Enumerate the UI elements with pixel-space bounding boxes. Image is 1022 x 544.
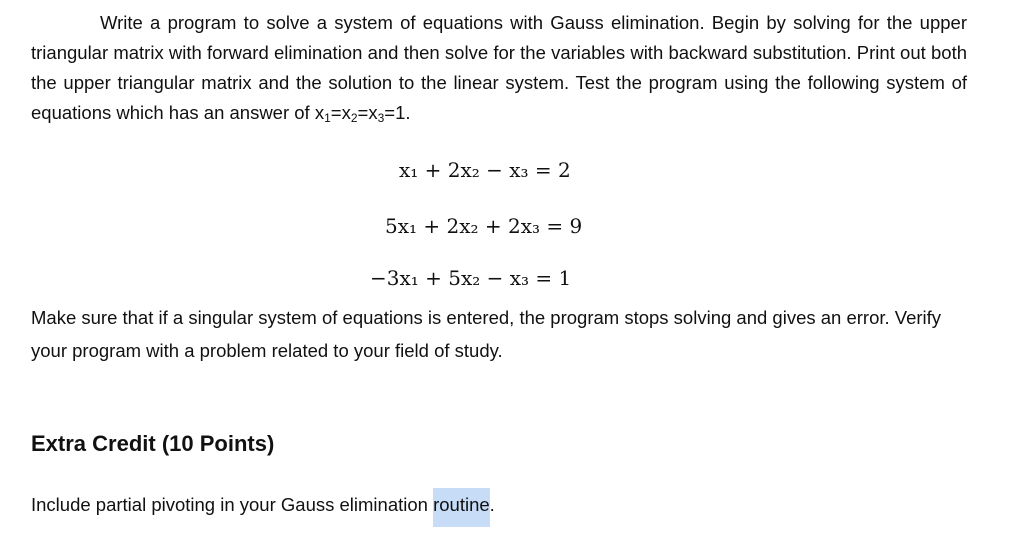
extra-credit-paragraph bbox=[31, 490, 495, 520]
subscript-2: 2 bbox=[350, 111, 358, 125]
equation-3-rhs: = 1 bbox=[535, 266, 572, 290]
intro-paragraph bbox=[31, 8, 967, 128]
answer-end: =1. bbox=[384, 102, 411, 123]
selected-word[interactable]: routine bbox=[433, 488, 490, 527]
equation-1-rhs: = 2 bbox=[534, 158, 571, 182]
intro-text: Write a program to solve a system of equations with Gauss elimination. Begin by solving for the upper triangular matrix with forward elimination and then solve for the variables with backward substitution. Print out both the upper triangular matrix and the solution to the linear system. Test the program using the following system of equations which has an answer of x bbox=[31, 12, 967, 123]
subscript-1: 1 bbox=[324, 111, 331, 125]
equation-3 bbox=[370, 266, 571, 290]
equation-1-lhs: x₁ + 2x₂ − x₃ bbox=[399, 158, 529, 182]
answer-part-b: =x bbox=[357, 102, 378, 123]
subscript-3: 3 bbox=[377, 111, 385, 125]
equation-1 bbox=[399, 158, 571, 182]
equation-2-rhs: = 9 bbox=[546, 214, 583, 238]
equation-3-lhs: −3x₁ + 5x₂ − x₃ bbox=[370, 266, 530, 290]
document-body bbox=[31, 8, 967, 515]
equation-2-lhs: 5x₁ + 2x₂ + 2x₃ bbox=[385, 214, 541, 238]
extra-credit-heading: Extra Credit (10 Points) bbox=[31, 431, 275, 456]
answer-part-a: =x bbox=[330, 102, 351, 123]
extra-credit-period: . bbox=[489, 494, 495, 515]
extra-credit-text: Include partial pivoting in your Gauss elimination bbox=[31, 494, 434, 515]
singular-note-paragraph: Make sure that if a singular system of equations is entered, the program stops solving and gives an error. Verify your program with a problem related to your field of study. bbox=[31, 307, 942, 361]
equation-2 bbox=[385, 214, 582, 238]
